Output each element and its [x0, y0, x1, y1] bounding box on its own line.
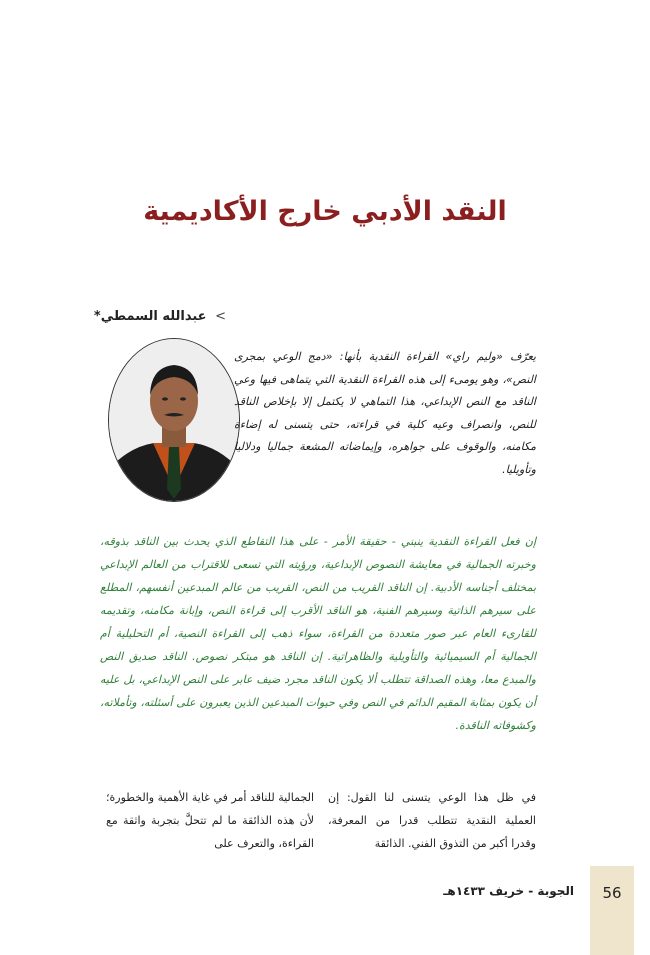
- author-line: [94, 309, 226, 324]
- author-portrait-icon: [109, 339, 239, 501]
- author-marker: >: [215, 309, 226, 324]
- page-number: 56: [602, 884, 622, 902]
- highlight-paragraph: إن فعل القراءة النقدية ينبني - حقيقة الأمر - على هذا التقاطع الذي يحدث بين الناقد بذوقه، وخبرته الجمالية في معايشة النصوص الإبداعية، ورؤيته التي تسعى للاقتراب من العالم الإبداعي بمختلف أجناسه الأدبية. إن الناقد القريب من النص، القريب من عالم المبدعين أنفسهم، المطلع على سيرهم الذاتية وسيرهم الفنية، هو الناقد الأقرب إلى قراءة النص، وإبانة مكامنه، وتقديمه للقارىء العام عبر صور متعددة من القراءة، سواء ذهب إلى القراءة النصية، أم التحليلية أم الجمالية أم السيميائية والتأويلية والظاهراتية. إن الناقد هو مبتكر نصوص. الناقد صديق النص والمبدع معا، وهذه الصداقة تتطلب ألا يكون الناقد مجرد ضيف عابر على النص الإبداعي، بل عليه أن يكون بمثابة المقيم الدائم في النص وفي حيوات المبدعين الذين يعبرون على أسئلته، وتأملاته، وكشوفاته الناقدة.: [100, 535, 537, 732]
- body-columns: [106, 786, 536, 870]
- page-number-box: [590, 866, 634, 955]
- journal-issue: الجوبة - خريف ١٤٣٣هـ: [443, 884, 574, 898]
- intro-paragraph: يعرّف «وليم راي» القراءة النقدية بأنها: «دمج الوعي بمجرى النص»، وهو يومىء إلى هذه القراءة النقدية التي يتماهى فيها وعي الناقد مع النص الإبداعي، هذا التماهي لا يكتمل إلا بإخلاص الناقد للنص، وانصراف وعيه كلية في قراءته، حتى يتسنى له إضاءة مكامنه، والوقوف على جواهره، وإيماضاته المشعة جماليا ودلاليا وتأويليا.: [234, 350, 536, 476]
- author-name: عبدالله السمطي*: [93, 309, 207, 324]
- body-column-right: في ظل هذا الوعي يتسنى لنا القول: إن العملية النقدية تتطلب قدرا من المعرفة، وقدرا أكبر من التذوق الفني. الذائقة: [328, 791, 536, 850]
- author-photo: [108, 338, 240, 502]
- body-column-left: الجمالية للناقد أمر في غاية الأهمية والخطورة؛ لأن هذه الذائقة ما لم تتحلَّ بتجربة واثقة مع القراءة، والتعرف على: [106, 791, 314, 850]
- article-title: النقد الأدبي خارج الأكاديمية: [143, 196, 507, 227]
